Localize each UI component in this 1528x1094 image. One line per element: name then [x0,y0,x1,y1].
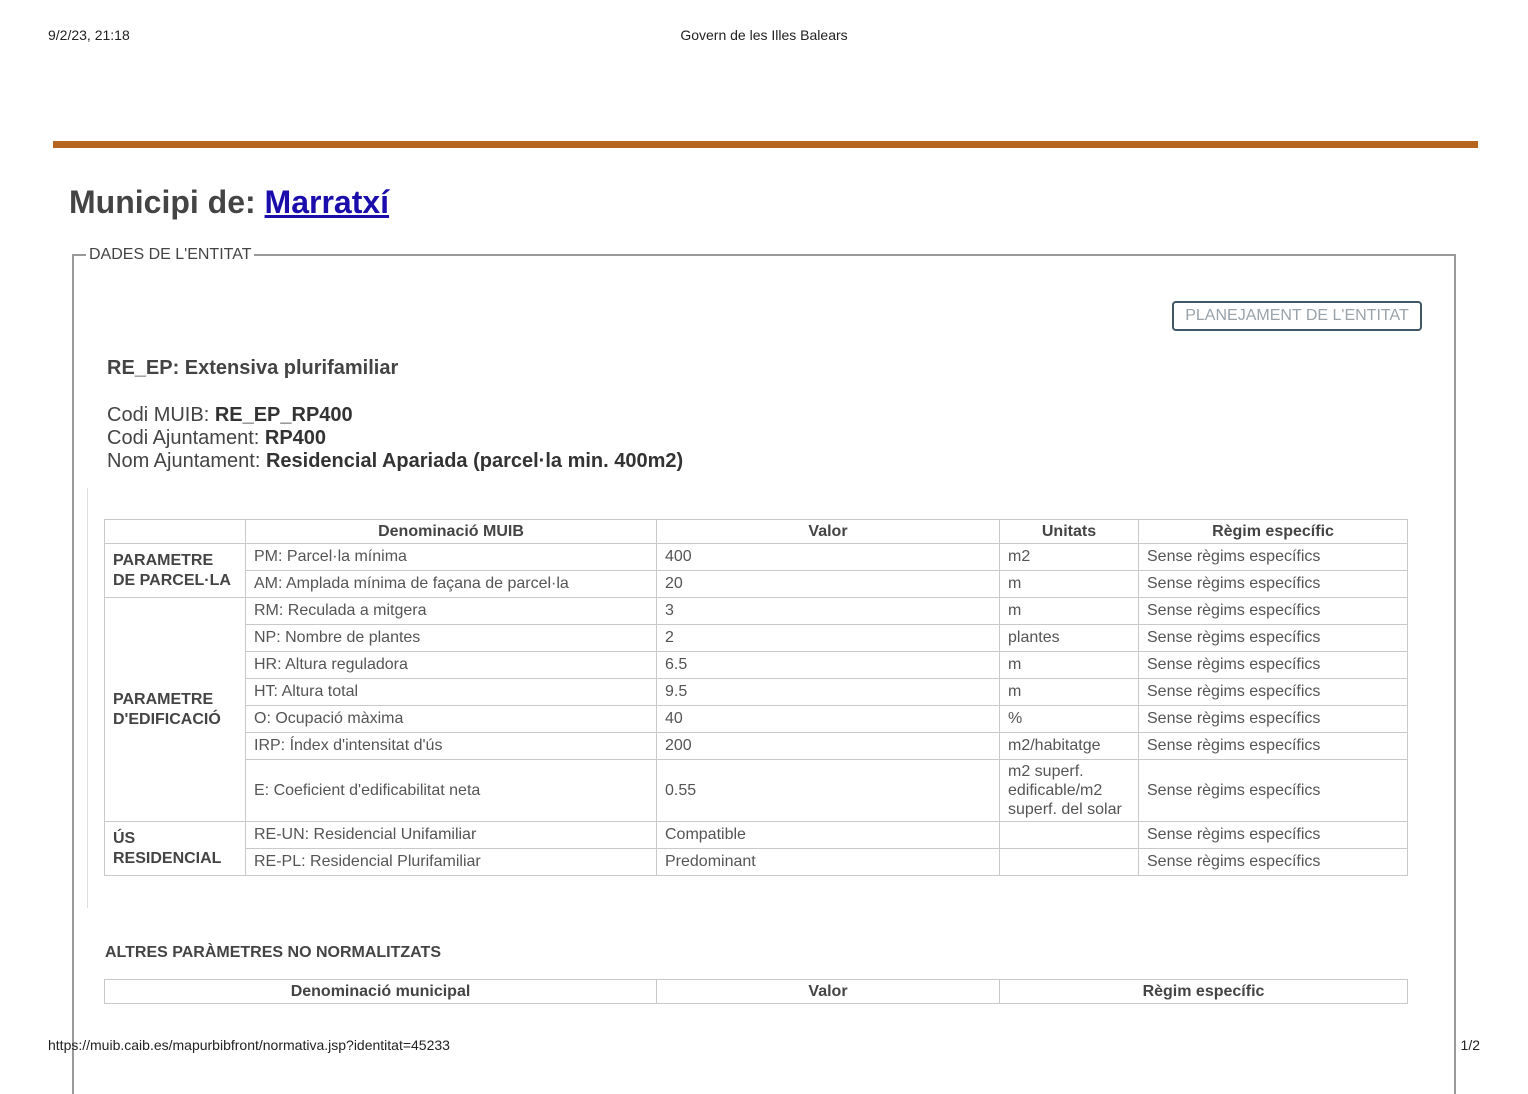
param-regim: Sense règims específics [1139,849,1408,876]
param-unit: m2/habitatge [1000,733,1139,760]
param-name: O: Ocupació màxima [246,706,657,733]
table-row [105,544,1408,571]
table-row [105,679,1408,706]
param-name: IRP: Índex d'intensitat d'ús [246,733,657,760]
planejament-button[interactable]: PLANEJAMENT DE L'ENTITAT [1172,301,1422,331]
table-row [105,598,1408,625]
header-denominacio-municipal: Denominació municipal [105,980,657,1004]
table-row [105,652,1408,679]
group-parcela: PARAMETRE DE PARCEL·LA [105,544,246,598]
page-title-prefix: Municipi de: [69,184,265,220]
param-value: 40 [657,706,1000,733]
param-regim: Sense règims específics [1139,733,1408,760]
param-value: 3 [657,598,1000,625]
header-blank [105,520,246,544]
param-value: 9.5 [657,679,1000,706]
param-regim: Sense règims específics [1139,822,1408,849]
section-divider [87,488,88,908]
codi-ajuntament-label: Codi Ajuntament: [107,427,265,449]
print-header-datetime: 9/2/23, 21:18 [48,27,130,43]
param-unit: m2 superf. edificable/m2 superf. del solar [1000,760,1139,822]
header-valor: Valor [657,980,1000,1004]
nom-ajuntament-value: Residencial Apariada (parcel·la min. 400m2) [265,450,684,472]
param-name: RM: Reculada a mitgera [246,598,657,625]
table-header-row [105,980,1408,1004]
header-regim: Règim específic [1139,520,1408,544]
param-value: 20 [657,571,1000,598]
param-unit: m [1000,598,1139,625]
codi-muib-line [107,404,683,427]
param-value: 400 [657,544,1000,571]
header-denominacio: Denominació MUIB [246,520,657,544]
table-row [105,571,1408,598]
param-value: 6.5 [657,652,1000,679]
param-regim: Sense règims específics [1139,625,1408,652]
fieldset-legend: DADES DE L'ENTITAT [86,246,254,264]
codi-muib-value: RE_EP_RP400 [214,404,353,426]
print-footer-page: 1/2 [1460,1037,1480,1053]
param-unit: m [1000,679,1139,706]
group-us-residencial: ÚS RESIDENCIAL [105,822,246,876]
param-value: 0.55 [657,760,1000,822]
param-unit: m2 [1000,544,1139,571]
param-unit: m [1000,571,1139,598]
param-regim: Sense règims específics [1139,679,1408,706]
table-row [105,733,1408,760]
parameters-table [104,519,1408,876]
header-rule [53,141,1478,148]
param-regim: Sense règims específics [1139,760,1408,822]
nom-ajuntament-label: Nom Ajuntament: [107,450,266,472]
table-row [105,849,1408,876]
param-regim: Sense règims específics [1139,544,1408,571]
param-unit [1000,849,1139,876]
param-unit: plantes [1000,625,1139,652]
other-params-table [104,979,1408,1004]
table-header-row [105,520,1408,544]
nom-ajuntament-line [107,450,683,473]
print-header-title: Govern de les Illes Balears [680,27,848,43]
table-row [105,706,1408,733]
param-name: HT: Altura total [246,679,657,706]
param-regim: Sense règims específics [1139,706,1408,733]
param-unit: % [1000,706,1139,733]
municipality-link[interactable]: Marratxí [264,184,390,220]
param-name: HR: Altura reguladora [246,652,657,679]
param-regim: Sense règims específics [1139,652,1408,679]
param-name: E: Coeficient d'edificabilitat neta [246,760,657,822]
param-regim: Sense règims específics [1139,571,1408,598]
other-params-title: ALTRES PARÀMETRES NO NORMALITZATS [105,944,441,961]
print-footer-url: https://muib.caib.es/mapurbibfront/normativa.jsp?identitat=45233 [48,1037,450,1053]
param-unit [1000,822,1139,849]
param-value: 200 [657,733,1000,760]
page-title [69,184,389,221]
param-value: Compatible [657,822,1000,849]
param-name: AM: Amplada mínima de façana de parcel·la [246,571,657,598]
header-unitats: Unitats [1000,520,1139,544]
table-row [105,625,1408,652]
param-name: PM: Parcel·la mínima [246,544,657,571]
codi-ajuntament-value: RP400 [264,427,327,449]
param-name: NP: Nombre de plantes [246,625,657,652]
param-value: 2 [657,625,1000,652]
param-regim: Sense règims específics [1139,598,1408,625]
param-unit: m [1000,652,1139,679]
entity-title: RE_EP: Extensiva plurifamiliar [107,357,399,379]
codi-muib-label: Codi MUIB: [107,404,215,426]
table-row [105,760,1408,822]
group-edificacio: PARAMETRE D'EDIFICACIÓ [105,598,246,822]
param-value: Predominant [657,849,1000,876]
param-name: RE-PL: Residencial Plurifamiliar [246,849,657,876]
header-valor: Valor [657,520,1000,544]
header-regim: Règim específic [1000,980,1408,1004]
entity-codes [107,404,683,473]
table-row [105,822,1408,849]
param-name: RE-UN: Residencial Unifamiliar [246,822,657,849]
codi-ajuntament-line [107,427,683,450]
